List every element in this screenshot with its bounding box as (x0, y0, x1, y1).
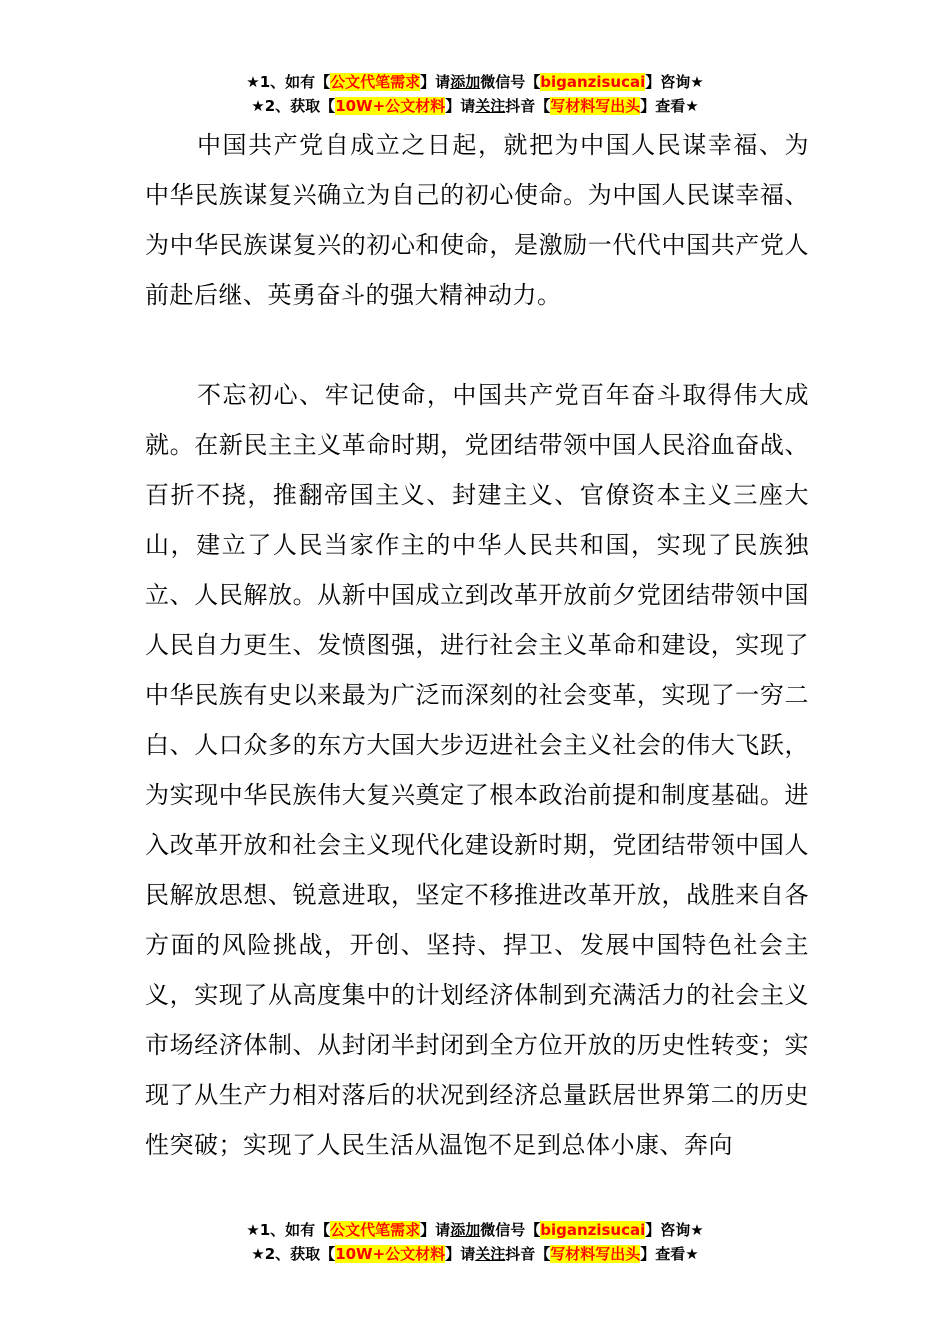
banner-highlight: 公文代笔需求 (330, 1221, 421, 1239)
banner-text: 】查看★ (640, 1245, 699, 1263)
banner-highlight: biganzisucai (540, 73, 646, 91)
footer-banner (0, 1218, 950, 1266)
banner-line-1 (0, 70, 950, 94)
banner-highlight: 10W+公文材料 (335, 1245, 446, 1263)
body-paragraph-2: 不忘初心、牢记使命，中国共产党百年奋斗取得伟大成就。在新民主主义革命时期，党团结带领中国人民浴血奋战、百折不挠，推翻帝国主义、封建主义、官僚资本主义三座大山，建立了人民当家作主的中华人民共和国，实现了民族独立、人民解放。从新中国成立到改革开放前夕党团结带领中国人民自力更生、发愤图强，进行社会主义革命和建设，实现了中华民族有史以来最为广泛而深刻的社会变革，实现了一穷二白、人口众多的东方大国大步迈进社会主义社会的伟大飞跃，为实现中华民族伟大复兴奠定了根本政治前提和制度基础。进入改革开放和社会主义现代化建设新时期，党团结带领中国人民解放思想、锐意进取，坚定不移推进改革开放，战胜来自各方面的风险挑战，开创、坚持、捍卫、发展中国特色社会主义，实现了从高度集中的计划经济体制到充满活力的社会主义市场经济体制、从封闭半封闭到全方位开放的历史性转变；实现了从生产力相对落后的状况到经济总量跃居世界第二的历史性突破；实现了人民生活从温饱不足到总体小康、奔向 (145, 381, 809, 1159)
banner-line-1 (0, 1218, 950, 1242)
banner-text: 微信号【 (480, 73, 541, 91)
banner-line-2 (0, 94, 950, 118)
banner-text: 】请 (445, 1245, 476, 1263)
banner-highlight: 写材料写出头 (550, 97, 641, 115)
banner-text: 微信号【 (480, 1221, 541, 1239)
body-paragraph-1: 中国共产党自成立之日起，就把为中国人民谋幸福、为中华民族谋复兴确立为自己的初心使命。为中国人民谋幸福、为中华民族谋复兴的初心和使命，是激励一代代中国共产党人前赴后继、英勇奋斗的强大精神动力。 (145, 131, 809, 309)
banner-highlight: 公文代笔需求 (330, 73, 421, 91)
banner-emphasis: 关注 (475, 97, 506, 115)
banner-highlight: biganzisucai (540, 1221, 646, 1239)
banner-emphasis: 添加 (450, 1221, 481, 1239)
banner-text: ★2、获取【 (251, 97, 336, 115)
banner-text: ★1、如有【 (246, 73, 331, 91)
banner-text: 】咨询★ (645, 1221, 704, 1239)
banner-text: 抖音【 (505, 1245, 551, 1263)
banner-text: 】请 (420, 73, 451, 91)
banner-text: 】请 (445, 97, 476, 115)
banner-text: 抖音【 (505, 97, 551, 115)
banner-highlight: 写材料写出头 (550, 1245, 641, 1263)
banner-text: ★1、如有【 (246, 1221, 331, 1239)
banner-text: ★2、获取【 (251, 1245, 336, 1263)
banner-text: 】查看★ (640, 97, 699, 115)
banner-emphasis: 添加 (450, 73, 481, 91)
banner-highlight: 10W+公文材料 (335, 97, 446, 115)
banner-text: 】请 (420, 1221, 451, 1239)
header-banner (0, 70, 950, 118)
banner-emphasis: 关注 (475, 1245, 506, 1263)
banner-text: 】咨询★ (645, 73, 704, 91)
banner-line-2 (0, 1242, 950, 1266)
